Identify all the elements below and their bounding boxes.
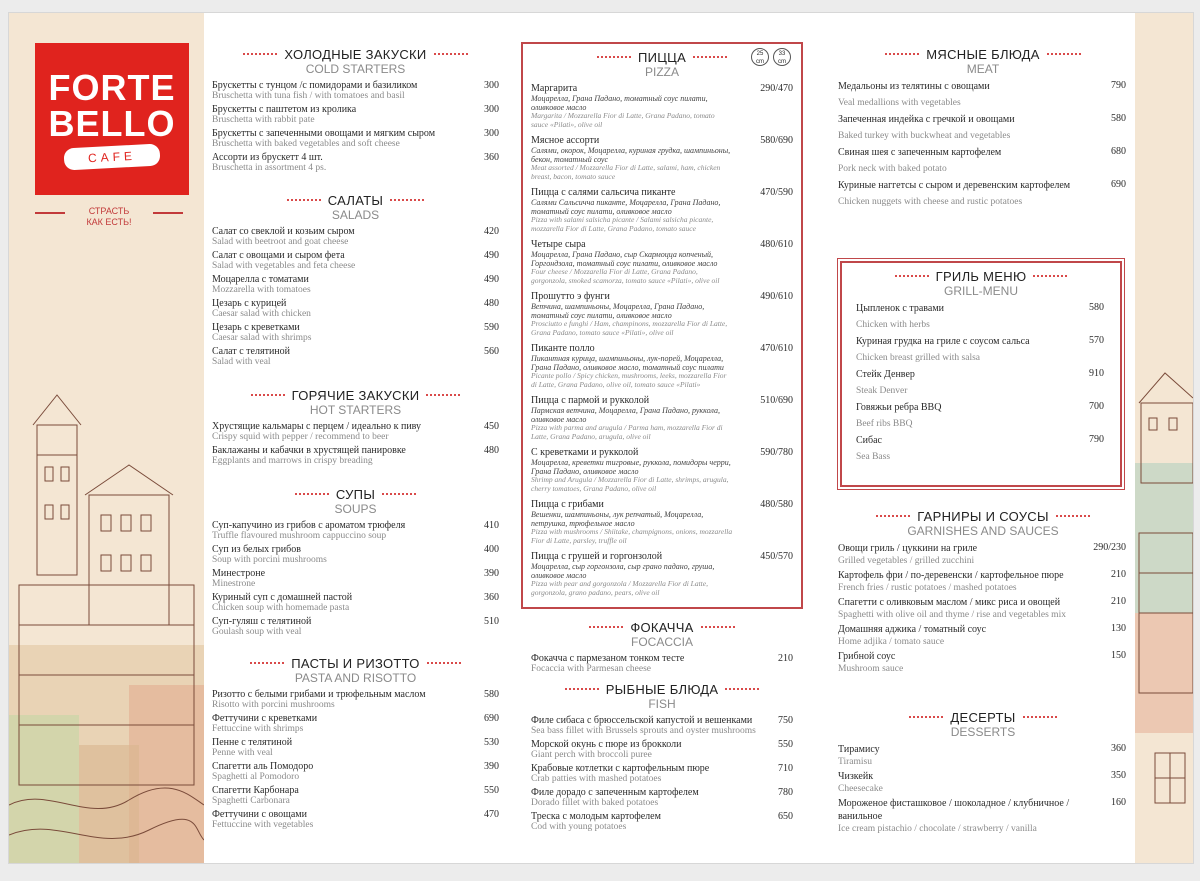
item-name-en: Truffle flavoured mushroom cappuccino soup — [212, 531, 387, 541]
menu-item — [212, 544, 499, 565]
item-name: Цыпленок с травами — [856, 303, 945, 314]
item-price: 580 — [1111, 113, 1126, 124]
section-subtitle: FOCACCIA — [630, 635, 693, 649]
item-name-en: Bruschetta with tuna fish / with tomatoes and basil — [212, 91, 405, 101]
item-name: Треска с молодым картофелем — [531, 811, 661, 822]
menu-item — [212, 104, 499, 125]
menu-item — [212, 298, 499, 319]
item-price: 690 — [1111, 179, 1126, 190]
menu-item — [212, 520, 499, 541]
item-description-en: Picante pollo / Spicy chicken, mushrooms, leeks, mozzarella Fior di Latte, Grana Padano, olive oil, tomato sauce «Pilati» — [531, 371, 727, 389]
item-name-en: Salad with veal — [212, 357, 271, 367]
item-name: Стейк Денвер — [856, 369, 915, 380]
item-name: Салат с телятиной — [212, 346, 290, 357]
item-name-en: Sea bass fillet with Brussels sprouts and oyster mushrooms — [531, 726, 756, 736]
item-price: 700 — [1089, 401, 1104, 412]
section-subtitle: FISH — [648, 697, 676, 711]
pizza-size-badges — [751, 48, 791, 66]
item-description: Моцарелла, Грана Падано, томатный соус пилати, оливковое масло — [531, 94, 708, 112]
item-name-en: Ice cream pistachio / chocolate / strawberry / vanilla — [838, 824, 1037, 834]
section-title: ГРИЛЬ МЕНЮ — [856, 269, 1106, 284]
item-price: 290/230 — [1093, 542, 1126, 553]
menu-item — [212, 761, 499, 782]
menu-item — [212, 689, 499, 710]
item-name: Салат с овощами и сыром фета — [212, 250, 345, 261]
item-name-en: Fettuccine with shrimps — [212, 724, 304, 734]
item-price: 550 — [778, 739, 793, 750]
item-price: 750 — [778, 715, 793, 726]
item-name-en: Sea Bass — [856, 452, 891, 462]
item-price: 360 — [1111, 743, 1126, 754]
brand-logo — [35, 43, 189, 195]
section-meat — [838, 47, 1128, 212]
item-description: Моцарелла, креветки тигровые, руккола, помидоры черри, Грана Падано, оливковое масло — [531, 458, 731, 476]
item-name: Домашняя аджика / томатный соус — [838, 624, 987, 635]
section-salads — [212, 193, 499, 370]
pizza-item — [531, 395, 793, 441]
section-pizza — [521, 42, 803, 609]
item-name: Мясное ассорти — [531, 135, 600, 146]
item-name-en: Chicken nuggets with cheese and rustic potatoes — [838, 197, 1023, 207]
size-badge-small: 25 cm — [751, 48, 769, 66]
item-name: Пенне с телятиной — [212, 737, 293, 748]
item-description: Моцарелла, Грана Падано, сыр Скармоцца копченый, Горгондзола, томатный соус пилати, оливковое масло — [531, 250, 718, 268]
section-pasta-risotto — [212, 656, 499, 833]
item-name-en: Chicken breast grilled with salsa — [856, 353, 980, 363]
item-price: 490/610 — [760, 291, 793, 302]
item-name-en: Baked turkey with buckwheat and vegetables — [838, 131, 1011, 141]
section-soups — [212, 487, 499, 640]
item-name: Хрустящие кальмары с перцем / идеально к пиву — [212, 421, 422, 432]
section-title: ФОКАЧЧА — [531, 620, 793, 635]
item-name: Цезарь с курицей — [212, 298, 287, 309]
menu-item — [531, 739, 793, 760]
menu-item — [212, 445, 499, 466]
section-subtitle: COLD STARTERS — [305, 62, 406, 76]
section-title: РЫБНЫЕ БЛЮДА — [531, 682, 793, 697]
menu-item — [531, 653, 793, 674]
menu-item — [531, 763, 793, 784]
item-name: Ассорти из брускетт 4 шт. — [212, 152, 323, 163]
item-name: Суп-гуляш с телятиной — [212, 616, 312, 627]
slogan-line-2: КАК ЕСТЬ! — [86, 217, 132, 227]
item-name-en: Chicken soup with homemade pasta — [212, 603, 350, 613]
item-name-en: Crab patties with mashed potatoes — [531, 774, 662, 784]
section-title: МЯСНЫЕ БЛЮДА — [838, 47, 1128, 62]
item-name-en: Mozzarella with tomatoes — [212, 285, 311, 295]
item-name: Брускетты с запеченными овощами и мягким сыром — [212, 128, 436, 139]
section-hot-starters — [212, 388, 499, 469]
item-name: Пицца с грушей и горгонзолой — [531, 551, 663, 562]
item-name: Пицца с грибами — [531, 499, 604, 510]
item-name: Салат со свеклой и козьим сыром — [212, 226, 355, 237]
item-name: Медальоны из телятины с овощами — [838, 81, 990, 92]
menu-item — [531, 811, 793, 832]
menu-item — [212, 568, 499, 589]
menu-item — [838, 542, 1128, 567]
menu-item — [212, 128, 499, 149]
pizza-item — [531, 291, 793, 337]
item-price: 580/690 — [760, 135, 793, 146]
item-name-en: Caesar salad with shrimps — [212, 333, 312, 343]
item-description-en: Prosciutto e funghi / Ham, champinons, mozzarella Fior di Latte, Grana Padano, tomato sauce «Pilati», olive oil — [531, 319, 728, 337]
item-name: Цезарь с креветками — [212, 322, 300, 333]
item-price: 210 — [778, 653, 793, 664]
item-name: Свиная шея с запеченным картофелем — [838, 147, 1002, 158]
item-price: 360 — [484, 592, 499, 603]
item-name: Овощи гриль / цуккини на гриле — [838, 543, 978, 554]
item-name: Фокачча с пармезаном тонком тесте — [531, 653, 685, 664]
section-subtitle: PASTA AND RISOTTO — [294, 671, 417, 685]
item-price: 580 — [484, 689, 499, 700]
item-name: Феттучини с креветками — [212, 713, 318, 724]
item-price: 470/590 — [760, 187, 793, 198]
item-name-en: Salad with vegetables and feta cheese — [212, 261, 356, 271]
item-price: 400 — [484, 544, 499, 555]
item-name-en: Home adjika / tomato sauce — [838, 637, 945, 647]
section-subtitle: PIZZA — [644, 65, 679, 79]
section-desserts — [838, 710, 1128, 837]
item-price: 300 — [484, 128, 499, 139]
menu-item — [212, 737, 499, 758]
section-grill — [840, 261, 1122, 487]
item-name-en: Grilled vegetables / grilled zucchini — [838, 556, 975, 566]
menu-item — [212, 80, 499, 101]
item-description-en: Pizza with salami salsicha picante / Salami salsicha picante, mozzarella Fior di Latte, Grana Padano, tomato sauce — [531, 215, 714, 233]
section-fish — [531, 682, 793, 835]
item-description: Вешенки, шампиньоны, лук репчатый, Моцарелла, петрушка, трюфельное масло — [531, 510, 704, 528]
item-price: 470 — [484, 809, 499, 820]
item-price: 490 — [484, 274, 499, 285]
item-price: 480 — [484, 445, 499, 456]
item-name: Спагетти с оливковым маслом / микс риса и овощей — [838, 597, 1061, 608]
item-name: Филе дорадо с запеченным картофелем — [531, 787, 699, 798]
menu-item — [856, 401, 1106, 430]
item-name: Феттучини с овощами — [212, 809, 307, 820]
item-name: Тирамису — [838, 744, 880, 755]
item-name: Минестроне — [212, 568, 266, 579]
section-title: ГОРЯЧИЕ ЗАКУСКИ — [212, 388, 499, 403]
item-price: 590 — [484, 322, 499, 333]
section-title: САЛАТЫ — [212, 193, 499, 208]
logo-word-cafe: CAFE — [63, 144, 160, 171]
item-price: 910 — [1089, 368, 1104, 379]
item-name: Пицца с салями сальсича пиканте — [531, 187, 676, 198]
pizza-item — [531, 135, 793, 181]
item-price: 510/690 — [760, 395, 793, 406]
item-name: Грибной соус — [838, 651, 896, 662]
menu-item — [838, 179, 1128, 208]
item-price: 420 — [484, 226, 499, 237]
item-price: 210 — [1111, 596, 1126, 607]
section-subtitle: DESSERTS — [950, 725, 1016, 739]
item-name: Крабовые котлетки с картофельным пюре — [531, 763, 710, 774]
section-focaccia — [531, 620, 793, 677]
item-name: Говяжьи ребра BBQ — [856, 402, 942, 413]
item-name: Суп-капучино из грибов с ароматом трюфеля — [212, 520, 406, 531]
item-price: 290/470 — [760, 83, 793, 94]
menu-item — [212, 713, 499, 734]
section-cold-starters — [212, 47, 499, 176]
menu-item — [838, 623, 1128, 648]
menu-item — [838, 80, 1128, 109]
section-subtitle: MEAT — [966, 62, 1000, 76]
section-subtitle: GRILL-MENU — [943, 284, 1018, 298]
item-price: 680 — [1111, 146, 1126, 157]
item-price: 450 — [484, 421, 499, 432]
item-price: 710 — [778, 763, 793, 774]
knife-icon — [153, 212, 183, 216]
section-subtitle: SALADS — [331, 208, 380, 222]
item-price: 580 — [1089, 302, 1104, 313]
item-price: 510 — [484, 616, 499, 627]
item-price: 410 — [484, 520, 499, 531]
item-name: Брускетты с паштетом из кролика — [212, 104, 357, 115]
size-badge-large: 33 cm — [773, 48, 791, 66]
city-sketch-illustration — [9, 385, 204, 864]
item-name: Филе сибаса с брюссельской капустой и вешенками — [531, 715, 753, 726]
section-title: ДЕСЕРТЫ — [838, 710, 1128, 725]
item-name-en: Goulash soup with veal — [212, 627, 302, 637]
item-description: Моцарелла, сыр горгонзола, сыр грано падано, груша, оливковое масло — [531, 562, 715, 580]
menu-item — [838, 743, 1128, 768]
item-description-en: Four cheese / Mozzarella Fior di Latte, Grana Padano, gorgonzola, smoked scamorza, tomato sauce «Pilati», olive oil — [531, 267, 720, 285]
pizza-item — [531, 343, 793, 389]
item-price: 480 — [484, 298, 499, 309]
item-name: Брускетты с тунцом /с помидорами и базиликом — [212, 80, 418, 91]
item-name-en: Steak Denver — [856, 386, 908, 396]
item-price: 390 — [484, 761, 499, 772]
right-decor-panel — [1135, 13, 1193, 864]
item-name: Запеченная индейка с гречкой и овощами — [838, 114, 1015, 125]
item-name-en: Dorado fillet with baked potatoes — [531, 798, 659, 808]
item-name-en: Veal medallions with vegetables — [838, 98, 961, 108]
item-name-en: Cod with young potatoes — [531, 822, 627, 832]
pizza-item — [531, 239, 793, 285]
item-price: 160 — [1111, 797, 1126, 808]
item-price: 210 — [1111, 569, 1126, 580]
menu-item — [212, 592, 499, 613]
menu-item — [212, 274, 499, 295]
item-name-en: Giant perch with broccoli puree — [531, 750, 652, 760]
item-name-en: Penne with veal — [212, 748, 273, 758]
pizza-item — [531, 83, 793, 129]
item-name: Куриные наггетсы с сыром и деревенским картофелем — [838, 180, 1071, 191]
item-name-en: Spaghetti al Pomodoro — [212, 772, 300, 782]
logo-word-forte: FORTE — [48, 67, 176, 108]
item-price: 570 — [1089, 335, 1104, 346]
item-description-en: Pizza with pear and gorgonzola / Mozzarella Fior di Latte, gorgonzola, grano padano, pears, olive oil — [531, 579, 708, 597]
item-price: 790 — [1111, 80, 1126, 91]
menu-item — [212, 152, 499, 173]
menu-item — [838, 596, 1128, 621]
item-name: Морской окунь с пюре из брокколи — [531, 739, 682, 750]
item-name-en: Caesar salad with chicken — [212, 309, 311, 319]
menu-item — [212, 346, 499, 367]
item-name: С креветками и рукколой — [531, 447, 639, 458]
item-name-en: Soup with porcini mushrooms — [212, 555, 327, 565]
item-name: Моцарелла с томатами — [212, 274, 309, 285]
pizza-item — [531, 499, 793, 545]
pizza-item — [531, 187, 793, 233]
item-description-en: Pizza with mushrooms / Shiitake, champignons, onions, mozzarella Fior di Latte, parsley, truffle oil — [531, 527, 733, 545]
item-name: Ризотто с белыми грибами и трюфельным маслом — [212, 689, 426, 700]
section-title: ХОЛОДНЫЕ ЗАКУСКИ — [212, 47, 499, 62]
item-name: Мороженое фисташковое / шоколадное / клубничное / ванильное — [838, 798, 1070, 822]
item-description: Салями Сальсичча пиканте, Моцарелла, Грана Падано, томатный соус пилати, оливковое масло — [531, 198, 721, 216]
logo-word-bello: BELLO — [48, 103, 176, 144]
item-name: Пицца с пармой и рукколой — [531, 395, 650, 406]
menu-item — [838, 569, 1128, 594]
section-title: СУПЫ — [212, 487, 499, 502]
section-subtitle: SOUPS — [334, 502, 377, 516]
item-name-en: Pork neck with baked potato — [838, 164, 947, 174]
item-name: Пиканте полло — [531, 343, 595, 354]
item-name: Спагетти Карбонара — [212, 785, 299, 796]
menu-item — [212, 250, 499, 271]
item-name-en: Tiramisu — [838, 757, 872, 767]
item-name-en: Focaccia with Parmesan cheese — [531, 664, 652, 674]
pizza-item — [531, 551, 793, 597]
item-price: 350 — [1111, 770, 1126, 781]
item-price: 560 — [484, 346, 499, 357]
item-name-en: Eggplants and marrows in crispy breading — [212, 456, 373, 466]
item-description-en: Pizza with parma and arugula / Parma ham, mozzarella Fior di Latte, Grana Padano, arugula, olive oil — [531, 423, 723, 441]
item-name-en: Risotto with porcini mushrooms — [212, 700, 335, 710]
menu-item — [212, 322, 499, 343]
right-sketch-illustration — [1135, 13, 1193, 864]
menu-item — [212, 421, 499, 442]
item-description-en: Meat assorted / Mozzarella Fior di Latte, salami, ham, chicken breast, bacon, tomato sauce — [531, 163, 721, 181]
item-price: 780 — [778, 787, 793, 798]
menu-item — [838, 146, 1128, 175]
item-name-en: Chicken with herbs — [856, 320, 930, 330]
section-subtitle: GARNISHES AND SAUCES — [907, 524, 1059, 538]
item-price: 550 — [484, 785, 499, 796]
menu-item — [212, 809, 499, 830]
item-name-en: Bruschetta with baked vegetables and soft cheese — [212, 139, 400, 149]
item-price: 590/780 — [760, 447, 793, 458]
left-decor-panel — [9, 13, 204, 864]
menu-item — [838, 650, 1128, 675]
item-description: Ветчина, шампиньоны, Моцарелла, Грана Падано, томатный соус пилати, оливковое масло — [531, 302, 705, 320]
item-price: 530 — [484, 737, 499, 748]
item-price: 480/610 — [760, 239, 793, 250]
item-name: Суп из белых грибов — [212, 544, 301, 555]
item-name-en: Cheesecake — [838, 784, 883, 794]
item-name-en: Mushroom sauce — [838, 664, 904, 674]
menu-item — [212, 616, 499, 637]
item-name: Четыре сыра — [531, 239, 586, 250]
item-name: Спагетти аль Помодоро — [212, 761, 314, 772]
item-name-en: French fries / rustic potatoes / mashed potatoes — [838, 583, 1017, 593]
item-name: Маргарита — [531, 83, 578, 94]
item-price: 790 — [1089, 434, 1104, 445]
item-price: 650 — [778, 811, 793, 822]
item-name-en: Crispy squid with pepper / recommend to beer — [212, 432, 389, 442]
item-name: Куриный суп с домашней пастой — [212, 592, 353, 603]
item-name: Баклажаны и кабачки в хрустящей панировке — [212, 445, 406, 456]
menu-item — [856, 434, 1106, 463]
item-name-en: Bruschetta with rabbit pate — [212, 115, 315, 125]
section-subtitle: HOT STARTERS — [309, 403, 402, 417]
item-price: 130 — [1111, 623, 1126, 634]
menu-item — [856, 368, 1106, 397]
item-name: Куриная грудка на гриле с соусом сальса — [856, 336, 1030, 347]
menu-item — [838, 797, 1128, 835]
menu-item — [212, 226, 499, 247]
item-name: Картофель фри / по-деревенски / картофельное пюре — [838, 570, 1064, 581]
item-name-en: Beef ribs BBQ — [856, 419, 913, 429]
menu-item — [838, 770, 1128, 795]
fork-icon — [35, 212, 65, 216]
item-price: 300 — [484, 104, 499, 115]
item-price: 470/610 — [760, 343, 793, 354]
item-price: 300 — [484, 80, 499, 91]
item-name-en: Spaghetti Carbonara — [212, 796, 290, 806]
item-price: 390 — [484, 568, 499, 579]
section-title: ПИЦЦА — [531, 50, 793, 65]
item-name: Сибас — [856, 435, 882, 446]
menu-item — [856, 302, 1106, 331]
menu-item — [531, 787, 793, 808]
item-name-en: Bruschetta in assortment 4 ps. — [212, 163, 327, 173]
item-price: 490 — [484, 250, 499, 261]
item-price: 690 — [484, 713, 499, 724]
item-name-en: Salad with beetroot and goat cheese — [212, 237, 349, 247]
section-title: ПАСТЫ И РИЗОТТО — [212, 656, 499, 671]
section-garnishes — [838, 509, 1128, 677]
item-price: 450/570 — [760, 551, 793, 562]
item-description-en: Margarita / Mozzarella Fior di Latte, Grana Padano, tomato sauce «Pilati», olive oil — [531, 111, 715, 129]
item-price: 360 — [484, 152, 499, 163]
menu-item — [856, 335, 1106, 364]
item-price: 150 — [1111, 650, 1126, 661]
item-name: Чизкейк — [838, 771, 874, 782]
menu-item — [838, 113, 1128, 142]
item-description: Пикантная курица, шампиньоны, лук-порей, Моцарелла, Грана Падано, оливковое масло, томатный соус пилати — [531, 354, 724, 372]
menu-page — [8, 12, 1194, 864]
slogan-line-1: СТРАСТЬ — [88, 206, 130, 216]
item-name: Прошутто э фунги — [531, 291, 610, 302]
menu-item — [212, 785, 499, 806]
pizza-item — [531, 447, 793, 493]
item-name-en: Minestrone — [212, 579, 256, 589]
item-name-en: Spaghetti with olive oil and thyme / rise and vegetables mix — [838, 610, 1066, 620]
item-description-en: Shrimp and Arugula / Mozzarella Fior di Latte, shrimps, arugula, cherry tomatoes, Grana Padano, olive oil — [531, 475, 729, 493]
item-description: Салями, окорок, Моцарелла, куриная грудка, шампиньоны, бекон, томатный соус — [531, 146, 731, 164]
slogan — [29, 206, 189, 228]
item-description: Пармская ветчина, Моцарелла, Грана Падано, руккола, оливковое масло — [531, 406, 720, 424]
section-title: ГАРНИРЫ И СОУСЫ — [838, 509, 1128, 524]
menu-item — [531, 715, 793, 736]
item-name-en: Fettuccine with vegetables — [212, 820, 314, 830]
item-price: 480/580 — [760, 499, 793, 510]
